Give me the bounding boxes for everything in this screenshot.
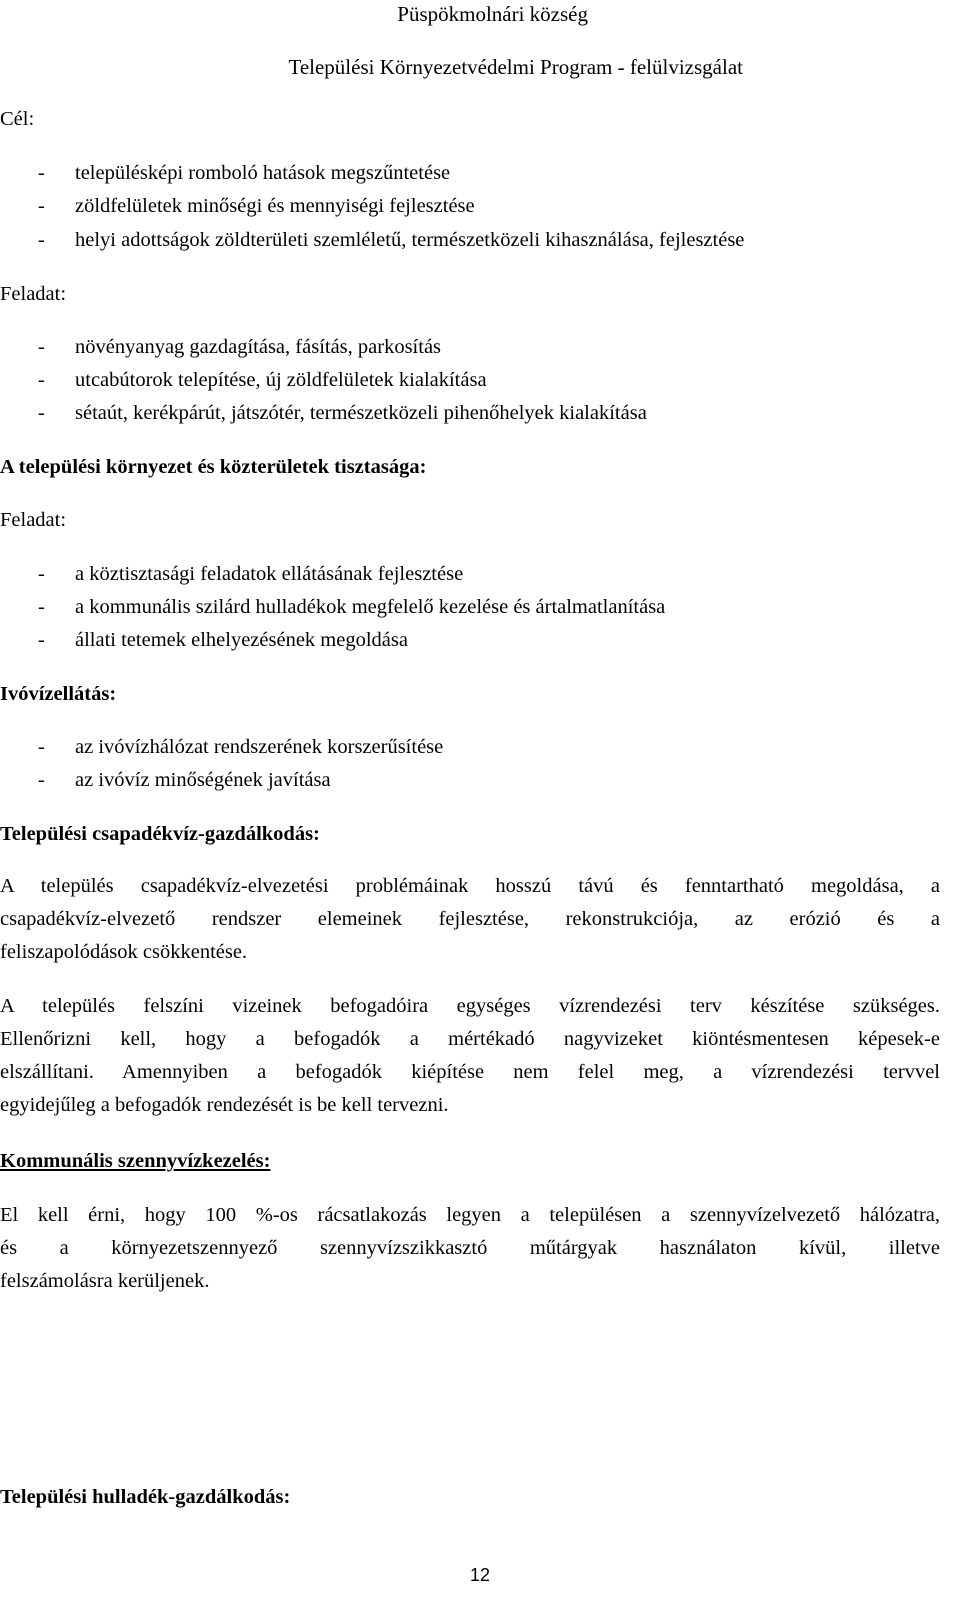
dash: - bbox=[38, 195, 45, 217]
paragraph-szennyviz: El kell érni, hogy 100 %-os rácsatlakozás legyen a településen a szennyvízelvezető hálózatra, és a környezetszennyező szennyvízszikkasztó műtárgyak használaton kívül, illetve felszámolásra kerüljenek. bbox=[0, 1204, 940, 1292]
section-heading-ivoviz: Ivóvízellátás: bbox=[0, 683, 117, 705]
feladat-label: Feladat: bbox=[0, 509, 67, 531]
dash: - bbox=[38, 402, 45, 424]
paragraph-csapadek-2: A település felszíni vizeinek befogadóira egységes vízrendezési terv készítése szükséges. Ellenőrizni kell, hogy a befogadók a mértékadó nagyvizeket kiöntésmentesen képesek-e elszállítani. Amennyiben a befogadók kiépítése nem felel meg, a vízrendezési tervvel egyidejűleg a befogadók rendezését is be kell tervezni. bbox=[0, 995, 940, 1116]
section-heading-csapadek: Települési csapadékvíz-gazdálkodás: bbox=[0, 823, 320, 845]
dash: - bbox=[38, 629, 45, 651]
document-subtitle: Települési Környezetvédelmi Program - felülvizsgálat bbox=[288, 55, 743, 79]
dash: - bbox=[38, 229, 45, 251]
page-number: 12 bbox=[469, 1565, 491, 1585]
dash: - bbox=[38, 736, 45, 758]
dash: - bbox=[38, 563, 45, 585]
section-heading-tisztasag: A települési környezet és közterületek tisztasága: bbox=[0, 456, 427, 478]
dash: - bbox=[38, 162, 45, 184]
section-heading-szennyviz: Kommunális szennyvízkezelés: bbox=[0, 1150, 271, 1172]
section-heading-hulladek: Települési hulladék-gazdálkodás: bbox=[0, 1486, 291, 1508]
dash: - bbox=[38, 369, 45, 391]
dash: - bbox=[38, 336, 45, 358]
dash: - bbox=[38, 769, 45, 791]
cel-label: Cél: bbox=[0, 108, 35, 130]
document-title: Püspökmolnári község bbox=[397, 2, 588, 26]
dash: - bbox=[38, 596, 45, 618]
paragraph-csapadek-1: A település csapadékvíz-elvezetési problémáinak hosszú távú és fenntartható megoldása, a csapadékvíz-elvezető rendszer elemeinek fejlesztése, rekonstrukciója, az erózió és a feliszapolódások csökkentése. bbox=[0, 875, 940, 963]
feladat-label: Feladat: bbox=[0, 283, 67, 305]
